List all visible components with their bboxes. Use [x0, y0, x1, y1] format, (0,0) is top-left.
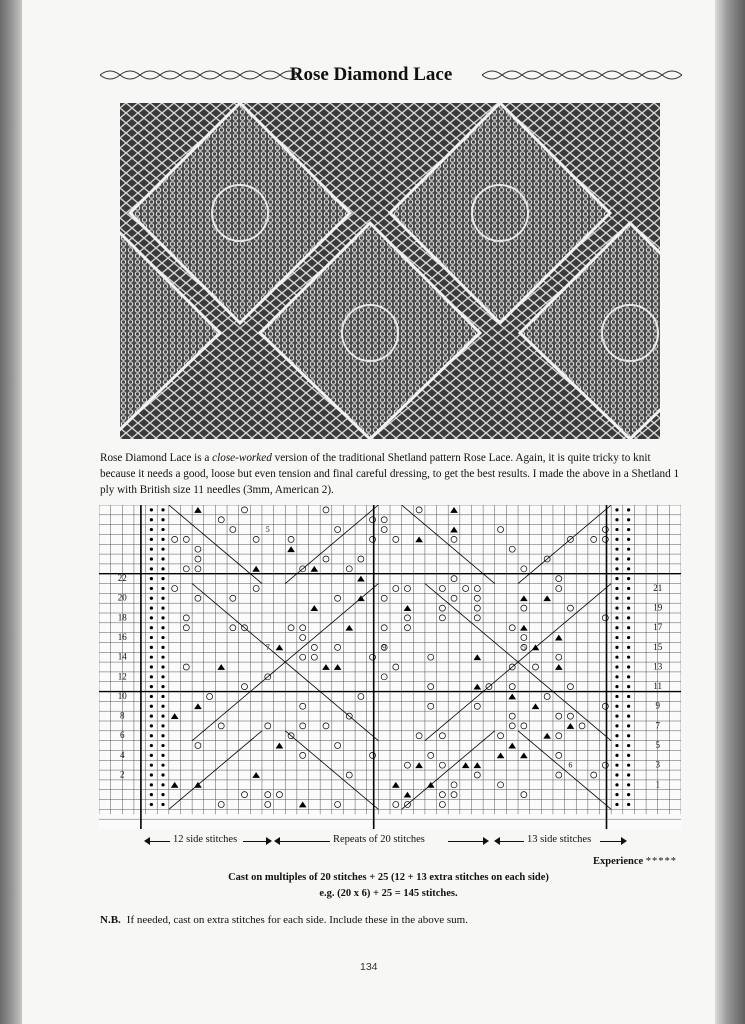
purl-dot	[627, 783, 630, 786]
row-number-left: 10	[117, 690, 127, 701]
purl-dot	[150, 528, 153, 531]
purl-dot	[161, 793, 164, 796]
purl-dot	[627, 587, 630, 590]
purl-dot	[161, 597, 164, 600]
purl-dot	[627, 626, 630, 629]
purl-dot	[627, 646, 630, 649]
purl-dot	[150, 803, 153, 806]
arrow-right-side-end	[600, 841, 623, 842]
row-number-right: 13	[653, 661, 663, 672]
purl-dot	[627, 665, 630, 668]
book-gutter-left	[0, 0, 22, 1024]
purl-dot	[150, 783, 153, 786]
purl-dot	[161, 656, 164, 659]
purl-dot	[161, 724, 164, 727]
purl-dot	[150, 705, 153, 708]
purl-dot	[615, 557, 618, 560]
purl-dot	[627, 597, 630, 600]
row-number-left: 20	[117, 592, 127, 603]
purl-dot	[161, 665, 164, 668]
page-number: 134	[360, 961, 378, 973]
purl-dot	[150, 616, 153, 619]
purl-dot	[615, 656, 618, 659]
arrowhead	[144, 837, 150, 845]
purl-dot	[615, 518, 618, 521]
purl-dot	[627, 714, 630, 717]
purl-dot	[150, 793, 153, 796]
purl-dot	[150, 577, 153, 580]
purl-dot	[627, 803, 630, 806]
purl-dot	[161, 714, 164, 717]
stitch-count-label: 5	[521, 642, 526, 652]
purl-dot	[150, 538, 153, 541]
stitch-count-label: 7	[265, 642, 270, 652]
purl-dot	[161, 577, 164, 580]
purl-dot	[615, 587, 618, 590]
purl-dot	[161, 636, 164, 639]
purl-dot	[627, 557, 630, 560]
purl-dot	[627, 606, 630, 609]
purl-dot	[161, 764, 164, 767]
purl-dot	[615, 764, 618, 767]
cast-on-instructions: Cast on multiples of 20 stitches + 25 (12 + 13 extra stitches on each side) e.g. (20 x 6) + 25 = 145 stitches.	[228, 872, 549, 899]
purl-dot	[150, 773, 153, 776]
row-number-left: 22	[117, 573, 127, 584]
purl-dot	[161, 744, 164, 747]
purl-dot	[615, 508, 618, 511]
purl-dot	[627, 695, 630, 698]
purl-dot	[150, 646, 153, 649]
page-title: Rose Diamond Lace	[289, 64, 453, 85]
title-row	[80, 62, 670, 90]
purl-dot	[150, 744, 153, 747]
book-gutter-right	[715, 0, 745, 1024]
purl-dot	[161, 646, 164, 649]
purl-dot	[150, 665, 153, 668]
purl-dot	[627, 508, 630, 511]
purl-dot	[161, 675, 164, 678]
purl-dot	[615, 646, 618, 649]
purl-dot	[150, 675, 153, 678]
purl-dot	[615, 773, 618, 776]
purl-dot	[615, 744, 618, 747]
purl-dot	[615, 783, 618, 786]
stitch-count-label: 9	[382, 642, 387, 652]
purl-dot	[161, 567, 164, 570]
purl-dot	[627, 754, 630, 757]
arrow-left-side-end	[243, 841, 268, 842]
purl-dot	[615, 675, 618, 678]
row-number-right: 17	[653, 622, 663, 633]
side-stitches-right-label: 13 side stitches	[527, 834, 592, 845]
purl-dot	[161, 626, 164, 629]
arrow-repeat	[278, 841, 330, 842]
purl-dot	[150, 695, 153, 698]
row-number-left: 4	[120, 749, 125, 760]
purl-dot	[150, 606, 153, 609]
side-stitches-left-label: 12 side stitches	[173, 834, 238, 845]
row-number-left: 6	[120, 730, 125, 741]
purl-dot	[161, 685, 164, 688]
row-number-right: 21	[653, 582, 663, 593]
purl-dot	[161, 734, 164, 737]
purl-dot	[615, 714, 618, 717]
purl-dot	[161, 548, 164, 551]
purl-dot	[161, 754, 164, 757]
purl-dot	[161, 705, 164, 708]
arrow-repeat-end	[448, 841, 485, 842]
stitch-count-label: 6	[568, 760, 573, 770]
purl-dot	[627, 675, 630, 678]
purl-dot	[150, 714, 153, 717]
purl-dot	[627, 793, 630, 796]
purl-dot	[615, 695, 618, 698]
repeat-stitches-label: Repeats of 20 stitches	[333, 834, 425, 845]
purl-dot	[150, 724, 153, 727]
note: N.B. If needed, cast on extra stitches for each side. Include these in the above sum.	[100, 914, 468, 926]
purl-dot	[161, 695, 164, 698]
purl-dot	[627, 656, 630, 659]
purl-dot	[150, 548, 153, 551]
purl-dot	[615, 803, 618, 806]
purl-dot	[615, 793, 618, 796]
purl-dot	[161, 528, 164, 531]
arrow-right-side	[498, 841, 524, 842]
purl-dot	[615, 665, 618, 668]
purl-dot	[615, 528, 618, 531]
row-number-left: 16	[117, 632, 127, 642]
stitch-count-label: 5	[265, 525, 270, 534]
purl-dot	[627, 744, 630, 747]
purl-dot	[615, 685, 618, 688]
purl-dot	[161, 616, 164, 619]
purl-dot	[161, 606, 164, 609]
purl-dot	[150, 557, 153, 560]
row-number-right: 1	[655, 779, 660, 790]
purl-dot	[150, 518, 153, 521]
row-number-right: 5	[655, 740, 660, 750]
row-number-right: 19	[653, 602, 663, 613]
purl-dot	[615, 636, 618, 639]
purl-dot	[150, 508, 153, 511]
purl-dot	[615, 606, 618, 609]
purl-dot	[615, 548, 618, 551]
row-number-left: 2	[120, 769, 125, 780]
purl-dot	[615, 616, 618, 619]
ornament-left	[100, 65, 300, 85]
row-number-left: 14	[117, 651, 127, 662]
purl-dot	[627, 518, 630, 521]
knitting-chart	[99, 505, 681, 829]
purl-dot	[615, 538, 618, 541]
purl-dot	[627, 567, 630, 570]
purl-dot	[161, 508, 164, 511]
purl-dot	[161, 518, 164, 521]
purl-dot	[615, 705, 618, 708]
row-number-left: 18	[117, 612, 127, 623]
purl-dot	[150, 597, 153, 600]
purl-dot	[161, 803, 164, 806]
row-number-right: 3	[655, 759, 660, 770]
purl-dot	[627, 705, 630, 708]
purl-dot	[150, 626, 153, 629]
purl-dot	[150, 685, 153, 688]
purl-dot	[627, 764, 630, 767]
purl-dot	[627, 616, 630, 619]
purl-dot	[627, 724, 630, 727]
row-number-right: 7	[655, 720, 660, 731]
purl-dot	[627, 734, 630, 737]
purl-dot	[615, 754, 618, 757]
arrowhead	[483, 837, 489, 845]
lace-photo	[120, 103, 660, 439]
purl-dot	[150, 567, 153, 570]
arrowhead	[266, 837, 272, 845]
purl-dot	[161, 783, 164, 786]
purl-dot	[615, 597, 618, 600]
purl-dot	[150, 636, 153, 639]
purl-dot	[627, 636, 630, 639]
purl-dot	[627, 773, 630, 776]
purl-dot	[627, 538, 630, 541]
row-number-right: 15	[653, 641, 663, 652]
purl-dot	[161, 773, 164, 776]
purl-dot	[615, 724, 618, 727]
row-number-right: 9	[655, 700, 660, 711]
purl-dot	[150, 764, 153, 767]
purl-dot	[627, 685, 630, 688]
purl-dot	[150, 656, 153, 659]
row-number-right: 11	[653, 681, 663, 692]
purl-dot	[150, 754, 153, 757]
purl-dot	[615, 567, 618, 570]
row-number-left: 12	[117, 671, 127, 682]
purl-dot	[627, 577, 630, 580]
purl-dot	[615, 577, 618, 580]
description: Rose Diamond Lace is a close-worked version of the traditional Shetland pattern Rose Lace. Again, it is quite tricky to knit because it needs a good, loose but even tension and final careful dressing, to get the best results. I made the above in a Shetland 1 ply with British size 11 needles (3mm, American 2).	[100, 452, 680, 496]
purl-dot	[161, 538, 164, 541]
purl-dot	[150, 734, 153, 737]
experience-rating: Experience *****	[593, 856, 678, 867]
arrow-left-side	[148, 841, 170, 842]
purl-dot	[150, 587, 153, 590]
purl-dot	[627, 548, 630, 551]
purl-dot	[615, 734, 618, 737]
purl-dot	[615, 626, 618, 629]
ornament-right	[482, 65, 682, 85]
purl-dot	[627, 528, 630, 531]
purl-dot	[161, 557, 164, 560]
row-number-left: 8	[120, 710, 125, 721]
purl-dot	[161, 587, 164, 590]
arrowhead	[621, 837, 627, 845]
